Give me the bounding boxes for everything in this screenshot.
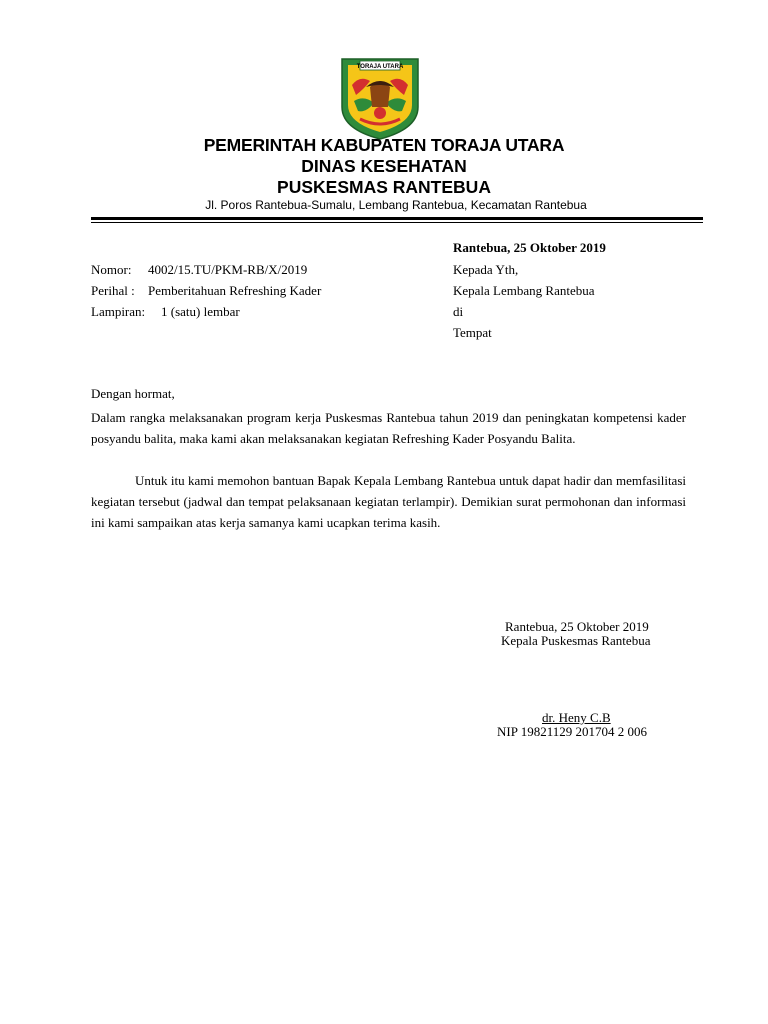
letterhead-divider-thin [91,222,703,223]
recipient-di: di [453,304,464,319]
letterhead-address: Jl. Poros Rantebua-Sumalu, Lembang Rantebua, Kecamatan Rantebua [205,198,587,212]
signature-name: dr. Heny C.B [542,710,611,725]
letterhead-office: PUSKESMAS RANTEBUA [277,177,491,197]
signature-position: Kepala Puskesmas Rantebua [501,633,651,648]
nomor-value: 4002/15.TU/PKM-RB/X/2019 [148,262,308,277]
regency-emblem-logo [330,55,430,141]
signature-place-date: Rantebua, 25 Oktober 2019 [505,619,649,634]
lampiran-label: Lampiran: [91,304,146,319]
recipient-salutation: Kepada Yth, [453,262,519,277]
nomor-row [91,262,307,278]
letterhead-divider-thick [91,217,703,220]
emblem-text: TORAJA UTARA [356,64,404,70]
recipient-place: Tempat [453,325,492,340]
lampiran-row [91,304,240,320]
body-paragraph-2: Untuk itu kami memohon bantuan Bapak Kepala Lembang Rantebua untuk dapat hadir dan memfasilitasi kegiatan tersebut (jadwal dan tempat pelaksanaan kegiatan terlampir). Demikian surat permohonan dan informasi ini kami sampaikan atas kerja samanya kami ucapkan terima kasih. [91,473,686,530]
recipient-name: Kepala Lembang Rantebua [453,283,595,298]
letterhead-department: DINAS KESEHATAN [301,156,467,176]
perihal-label: Perihal : [91,283,135,298]
lampiran-value: 1 (satu) lembar [161,304,240,319]
perihal-row [91,283,321,299]
perihal-value: Pemberitahuan Refreshing Kader [148,283,322,298]
signature-nip: NIP 19821129 201704 2 006 [497,724,647,739]
body-paragraph-1: Dalam rangka melaksanakan program kerja Puskesmas Rantebua tahun 2019 dan peningkatan kompetensi kader posyandu balita, maka kami akan melaksanakan kegiatan Refreshing Kader Posyandu Balita. [91,410,686,446]
letterhead-government: PEMERINTAH KABUPATEN TORAJA UTARA [203,135,565,155]
letter-date: Rantebua, 25 Oktober 2019 [453,240,606,255]
nomor-label: Nomor: [91,262,132,277]
greeting: Dengan hormat, [91,386,175,401]
